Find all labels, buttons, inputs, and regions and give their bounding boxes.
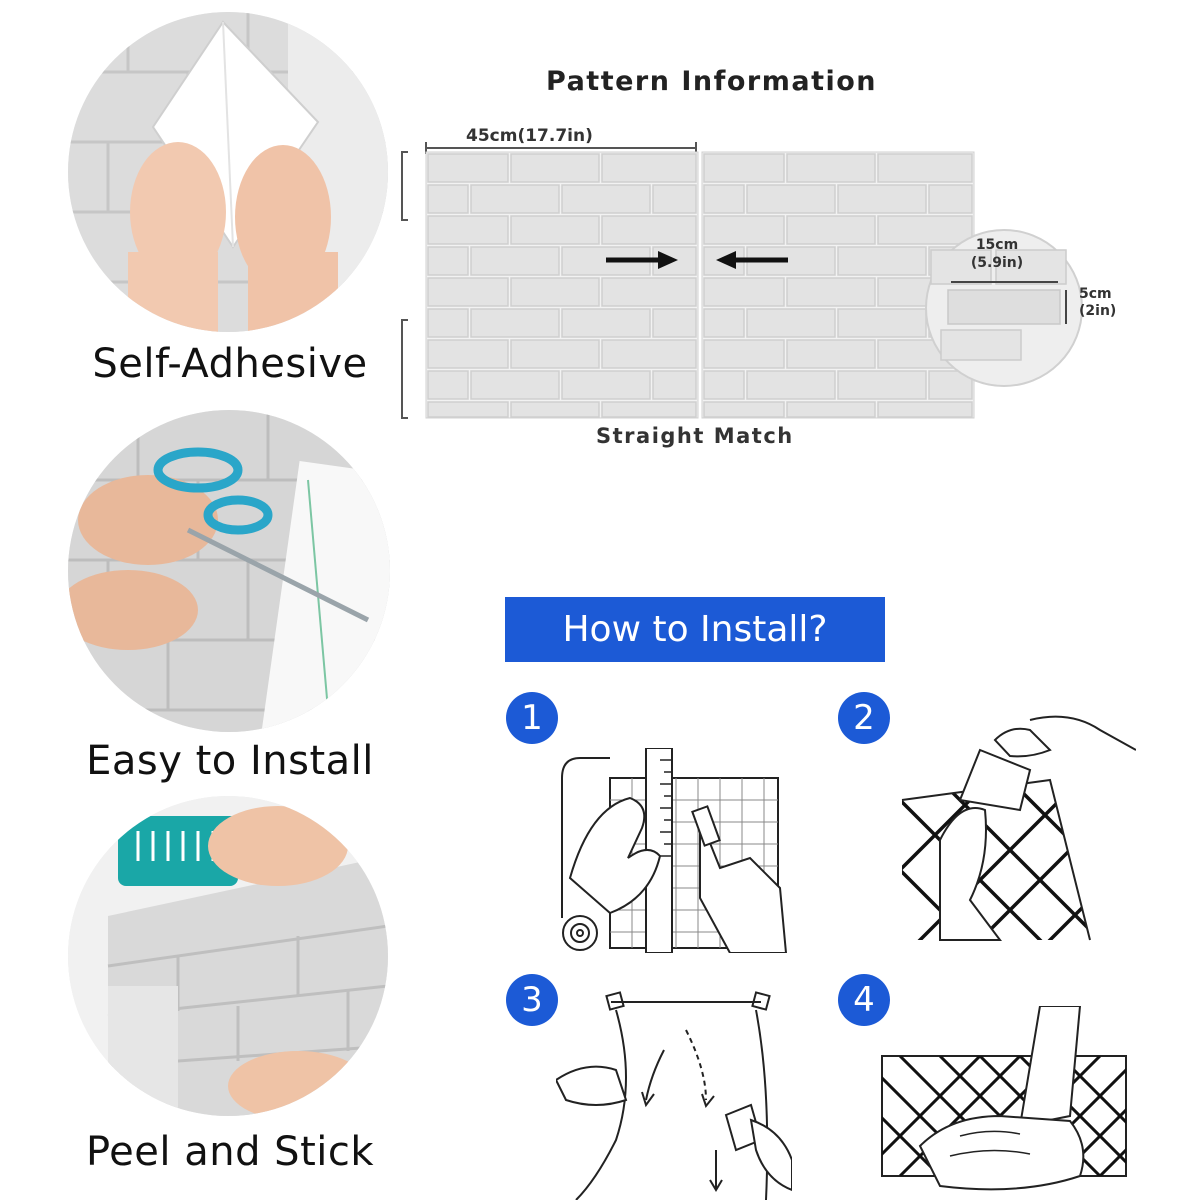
feature-label-self-adhesive: Self-Adhesive <box>92 341 368 387</box>
brick-height-cm: 5cm <box>1079 286 1112 302</box>
brick-pattern-diagram <box>396 130 1146 470</box>
step-1-badge: 1 <box>506 692 558 744</box>
step-4-illustration <box>880 1006 1130 1196</box>
how-to-install-banner: How to Install? <box>505 597 885 662</box>
brick-width-cm: 15cm <box>975 237 1019 253</box>
straight-match-caption: Straight Match <box>596 424 794 448</box>
step-2-badge: 2 <box>838 692 890 744</box>
brick-width-label <box>950 236 1044 272</box>
brick-height-in: (2in) <box>1079 303 1117 319</box>
step-2-illustration <box>900 710 1136 946</box>
pattern-title: Pattern Information <box>546 66 878 97</box>
self-adhesive-photo <box>68 12 388 332</box>
easy-install-photo <box>68 410 390 732</box>
panel-width-label: 45cm(17.7in) <box>462 126 597 146</box>
brick-height-label <box>1079 286 1139 320</box>
step-1-illustration <box>550 748 790 953</box>
feature-label-peel-and-stick: Peel and Stick <box>85 1129 375 1175</box>
peel-and-stick-photo <box>68 796 388 1116</box>
step-4-badge: 4 <box>838 974 890 1026</box>
brick-width-in: (5.9in) <box>970 255 1024 271</box>
step-3-illustration <box>556 990 792 1200</box>
step-3-badge: 3 <box>506 974 558 1026</box>
feature-label-easy-install: Easy to Install <box>86 738 374 784</box>
